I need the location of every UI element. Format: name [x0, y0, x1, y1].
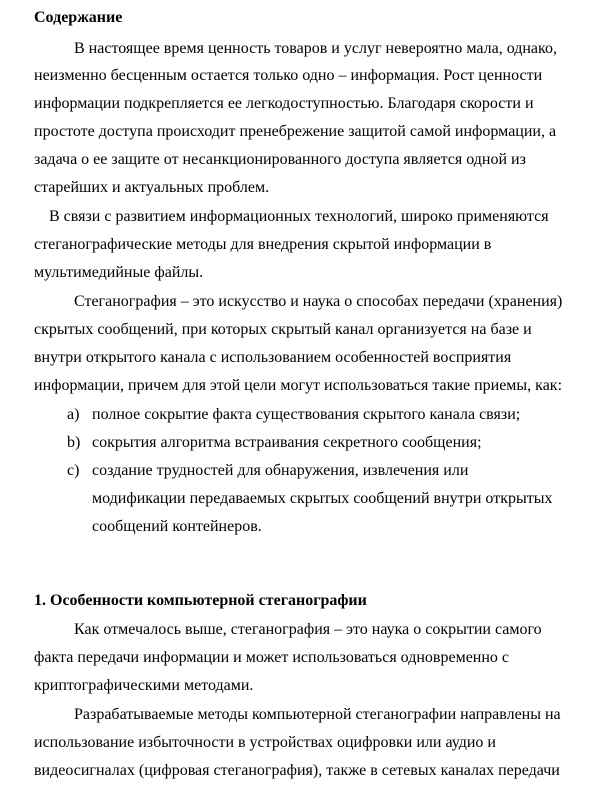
paragraph-line: информации подкрепляется ее легкодоступностью. Благодаря скорости и — [34, 95, 534, 112]
paragraph-line: факта передачи информации и может использоваться одновременно с — [34, 649, 510, 666]
list-item-line: сообщений контейнеров. — [92, 518, 262, 535]
list-marker: c) — [67, 462, 80, 479]
paragraph-line: использование избыточности в устройствах оцифровки или аудио и — [34, 734, 496, 751]
section-heading: 1. Особенности компьютерной стеганографии — [34, 592, 367, 609]
paragraph-line: мультимедийные файлы. — [34, 264, 204, 281]
paragraph-line: неизменно бесценным остается только одно – информация. Рост ценности — [34, 67, 543, 84]
paragraph-line: Стеганография – это искусство и наука о способах передачи (хранения) — [74, 293, 563, 310]
paragraph-line: информации, причем для этой цели могут использоваться такие приемы, как: — [34, 377, 563, 394]
paragraph-line: простоте доступа происходит пренебрежение защитой самой информации, а — [34, 123, 557, 140]
paragraph-line: старейших и актуальных проблем. — [34, 179, 270, 196]
paragraph-line: скрытых сообщений, при которых скрытый канал организуется на базе и — [34, 321, 532, 338]
list-item-line: полное сокрытие факта существования скрытого канала связи; — [92, 406, 521, 423]
list-item-line: создание трудностей для обнаружения, извлечения или — [92, 462, 469, 479]
list-marker: b) — [67, 434, 81, 451]
paragraph-line: криптографическими методами. — [34, 677, 254, 694]
paragraph-line: В связи с развитием информационных технологий, широко применяются — [49, 208, 549, 225]
paragraph-line: задача о ее защите от несанкционированного доступа является одной из — [34, 151, 526, 168]
paragraph-line: Как отмечалось выше, стеганография – это наука о сокрытии самого — [74, 621, 542, 638]
list-item-line: сокрытия алгоритма встраивания секретного сообщения; — [92, 434, 482, 451]
paragraph-line: Разрабатываемые методы компьютерной стеганографии направлены на — [74, 706, 561, 723]
list-marker: a) — [67, 406, 80, 423]
contents-heading: Содержание — [34, 9, 123, 26]
paragraph-line: стеганографические методы для внедрения скрытой информации в — [34, 236, 492, 253]
list-item-line: модификации передаваемых скрытых сообщений внутри открытых — [92, 490, 553, 507]
paragraph-line: В настоящее время ценность товаров и услуг невероятно мала, однако, — [74, 40, 557, 57]
paragraph-line: видеосигналах (цифровая стеганография), также в сетевых каналах передачи — [34, 762, 560, 779]
paragraph-line: внутри открытого канала с использованием особенностей восприятия — [34, 349, 512, 366]
